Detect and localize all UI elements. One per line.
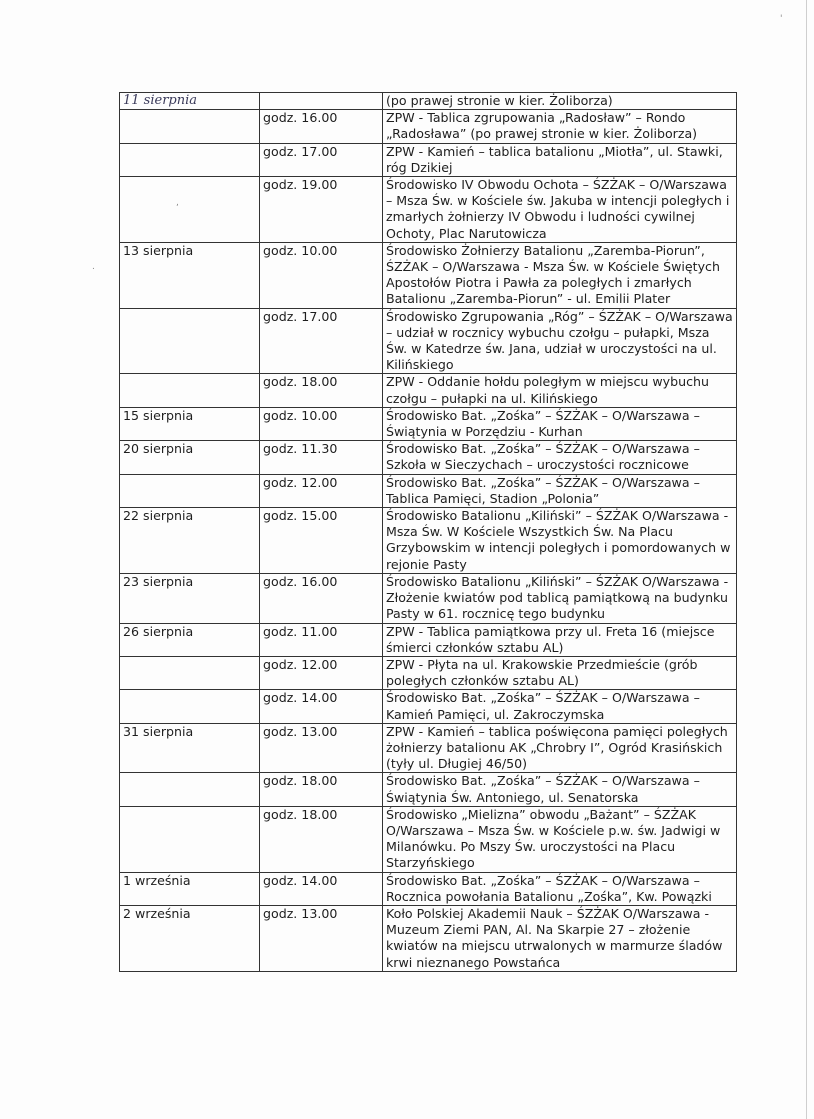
time-cell: godz. 13.00	[260, 905, 383, 971]
date-cell	[120, 110, 260, 143]
time-cell: godz. 18.00	[260, 374, 383, 407]
time-cell: godz. 12.00	[260, 656, 383, 689]
scan-dot: ,	[176, 198, 179, 208]
table-row	[120, 441, 737, 474]
scan-edge-line	[806, 0, 807, 1119]
description-cell: ZPW - Płyta na ul. Krakowskie Przedmieście (grób poległych członków sztabu AL)	[383, 656, 737, 689]
description-cell: Środowisko Bat. „Zośka” – ŚZŻAK – O/Warszawa – Tablica Pamięci, Stadion „Polonia”	[383, 474, 737, 507]
date-cell: 15 sierpnia	[120, 407, 260, 440]
table-row	[120, 474, 737, 507]
description-cell: ZPW - Tablica pamiątkowa przy ul. Freta 16 (miejsce śmierci członków sztabu AL)	[383, 623, 737, 656]
table-row	[120, 177, 737, 243]
date-cell	[120, 474, 260, 507]
table-row	[120, 623, 737, 656]
schedule-table	[119, 92, 737, 972]
description-cell: Środowisko IV Obwodu Ochota – ŚZŻAK – O/Warszawa – Msza Św. w Kościele św. Jakuba w intencji poległych i zmarłych żołnierzy IV Obwodu i ludności cywilnej Ochoty, Plac Narutowicza	[383, 177, 737, 243]
table-row	[120, 723, 737, 773]
date-cell: 22 sierpnia	[120, 508, 260, 574]
time-cell: godz. 16.00	[260, 110, 383, 143]
time-cell: godz. 15.00	[260, 508, 383, 574]
schedule-body	[120, 93, 737, 972]
table-row	[120, 690, 737, 723]
time-cell: godz. 19.00	[260, 177, 383, 243]
description-cell: ZPW - Oddanie hołdu poległym w miejscu wybuchu czołgu – pułapki na ul. Kilińskiego	[383, 374, 737, 407]
description-cell: Środowisko Bat. „Zośka” – ŚZŻAK – O/Warszawa – Kamień Pamięci, ul. Zakroczymska	[383, 690, 737, 723]
table-row	[120, 242, 737, 308]
description-cell: ZPW - Kamień – tablica poświęcona pamięci poległych żołnierzy batalionu AK „Chrobry I”, Ogród Krasińskich (tyły ul. Długiej 46/50)	[383, 723, 737, 773]
description-cell: Środowisko Zgrupowania „Róg” – ŚZŻAK – O/Warszawa – udział w rocznicy wybuchu czołgu – pułapki, Msza Św. w Katedrze św. Jana, udział w uroczystości na ul. Kilińskiego	[383, 308, 737, 374]
description-cell: (po prawej stronie w kier. Żoliborza)	[383, 93, 737, 110]
table-row	[120, 407, 737, 440]
description-cell: ZPW - Kamień – tablica batalionu „Miotła”, ul. Stawki, róg Dzikiej	[383, 143, 737, 176]
date-cell: 23 sierpnia	[120, 573, 260, 623]
time-cell: godz. 18.00	[260, 773, 383, 806]
date-cell	[120, 656, 260, 689]
time-cell: godz. 17.00	[260, 143, 383, 176]
table-row	[120, 308, 737, 374]
table-row	[120, 573, 737, 623]
time-cell: godz. 17.00	[260, 308, 383, 374]
date-cell	[120, 177, 260, 243]
table-row	[120, 773, 737, 806]
table-row	[120, 508, 737, 574]
date-cell	[120, 374, 260, 407]
date-cell: 2 września	[120, 905, 260, 971]
description-cell: Środowisko Bat. „Zośka” – ŚZŻAK – O/Warszawa – Świątynia Św. Antoniego, ul. Senatorska	[383, 773, 737, 806]
date-cell	[120, 773, 260, 806]
time-cell: godz. 11.30	[260, 441, 383, 474]
table-row	[120, 143, 737, 176]
scan-dot: .	[92, 262, 95, 272]
time-cell: godz. 14.00	[260, 872, 383, 905]
time-cell: godz. 11.00	[260, 623, 383, 656]
date-cell: 20 sierpnia	[120, 441, 260, 474]
time-cell: godz. 16.00	[260, 573, 383, 623]
date-cell: 31 sierpnia	[120, 723, 260, 773]
table-row	[120, 374, 737, 407]
description-cell: Środowisko Batalionu „Kiliński” – ŚZŻAK O/Warszawa - Msza Św. W Kościele Wszystkich Św. Na Placu Grzybowskim w intencji poległych i pomordowanych w rejonie Pasty	[383, 508, 737, 574]
table-row	[120, 93, 737, 110]
description-cell: Środowisko Bat. „Zośka” – ŚZŻAK – O/Warszawa – Świątynia w Porzędziu - Kurhan	[383, 407, 737, 440]
description-cell: Środowisko Bat. „Zośka” – ŚZŻAK – O/Warszawa – Rocznica powołania Batalionu „Zośka”, Kw. Powązki	[383, 872, 737, 905]
time-cell: godz. 12.00	[260, 474, 383, 507]
table-row	[120, 110, 737, 143]
description-cell: Środowisko Batalionu „Kiliński” – ŚZŻAK O/Warszawa - Złożenie kwiatów pod tablicą pamiątkową na budynku Pasty w 61. rocznicę tego budynku	[383, 573, 737, 623]
date-cell	[120, 143, 260, 176]
time-cell: godz. 13.00	[260, 723, 383, 773]
description-cell: Koło Polskiej Akademii Nauk – ŚZŻAK O/Warszawa - Muzeum Ziemi PAN, Al. Na Skarpie 27 – złożenie kwiatów na miejscu utrwalonych w marmurze śladów krwi nieznanego Powstańca	[383, 905, 737, 971]
date-cell	[120, 690, 260, 723]
scan-dot: '	[780, 14, 783, 24]
time-cell: godz. 10.00	[260, 407, 383, 440]
date-cell	[120, 308, 260, 374]
time-cell	[260, 93, 383, 110]
table-row	[120, 806, 737, 872]
date-cell: 13 sierpnia	[120, 242, 260, 308]
time-cell: godz. 14.00	[260, 690, 383, 723]
date-cell: 1 września	[120, 872, 260, 905]
description-cell: Środowisko Bat. „Zośka” – ŚZŻAK – O/Warszawa – Szkoła w Sieczychach – uroczystości rocznicowe	[383, 441, 737, 474]
description-cell: Środowisko Żołnierzy Batalionu „Zaremba-Piorun”, ŚZŻAK – O/Warszawa - Msza Św. w Kościele Świętych Apostołów Piotra i Pawła za poległych i zmarłych Batalionu „Zaremba-Piorun” - ul. Emilii Plater	[383, 242, 737, 308]
description-cell: Środowisko „Mielizna” obwodu „Bażant” – ŚZŻAK O/Warszawa – Msza Św. w Kościele p.w. św. Jadwigi w Milanówku. Po Mszy Św. uroczystości na Placu Starzyńskiego	[383, 806, 737, 872]
date-cell	[120, 806, 260, 872]
date-cell: 26 sierpnia	[120, 623, 260, 656]
time-cell: godz. 10.00	[260, 242, 383, 308]
table-row	[120, 656, 737, 689]
table-row	[120, 905, 737, 971]
description-cell: ZPW - Tablica zgrupowania „Radosław” – Rondo „Radosława” (po prawej stronie w kier. Żoliborza)	[383, 110, 737, 143]
table-row	[120, 872, 737, 905]
date-cell: 11 sierpnia	[120, 93, 260, 110]
time-cell: godz. 18.00	[260, 806, 383, 872]
